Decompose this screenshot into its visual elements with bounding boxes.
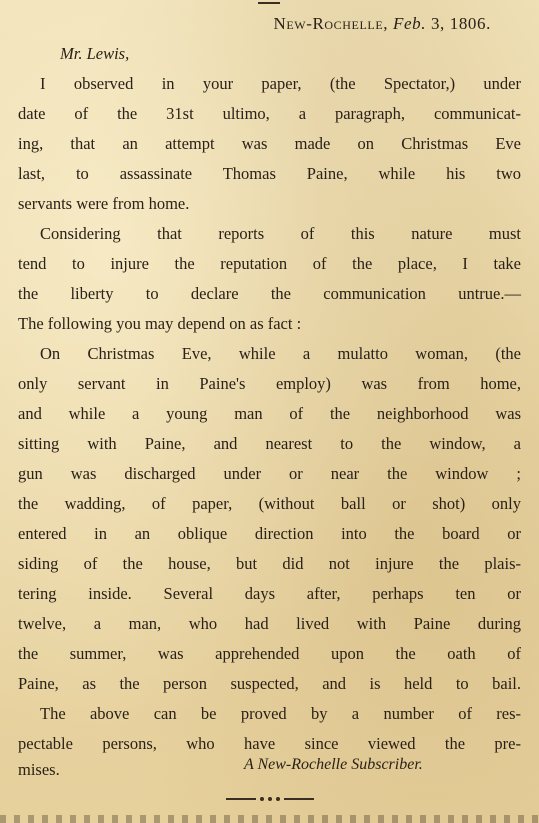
text-line-10: On Christmas Eve, while a mulatto woman, (the (40, 344, 521, 363)
text-line-9: The following you may depend on as fact : (18, 314, 302, 333)
signature: A New-Rochelle Subscriber. (244, 756, 423, 773)
text-line-19: twelve, a man, who had lived with Paine during (18, 614, 521, 633)
text-line-16: entered in an oblique direction into the board or (18, 524, 521, 543)
text-line-6: Considering that reports of this nature must (40, 224, 521, 243)
text-line-7: tend to injure the reputation of the place, I take (18, 254, 521, 273)
text-line-13: sitting with Paine, and nearest to the window, a (18, 434, 521, 453)
text-line-24: mises. (18, 760, 60, 779)
text-line-15: the wadding, of paper, (without ball or shot) only (18, 494, 521, 513)
text-line-3: ing, that an attempt was made on Christmas Eve (18, 134, 521, 153)
text-line-14: gun was discharged under or near the window ; (18, 464, 521, 483)
text-line-8: the liberty to declare the communication untrue.— (18, 284, 521, 303)
cut-off-next-article (0, 815, 539, 823)
ornament-dot-3 (276, 797, 280, 801)
text-line-4: last, to assassinate Thomas Paine, while his two (18, 164, 521, 183)
text-line-5: servants were from home. (18, 194, 190, 213)
text-line-17: siding of the house, but did not injure the plais- (18, 554, 521, 573)
closing-ornament (226, 797, 314, 801)
text-line-12: and while a young man of the neighborhood was (18, 404, 521, 423)
dateline-month: Feb. (392, 14, 427, 33)
dateline-date: 3, 1806. (430, 14, 491, 33)
salutation: Mr. Lewis, (60, 44, 130, 63)
ornament-dot-2 (268, 797, 272, 801)
dateline (273, 14, 491, 34)
ornament-dot-1 (260, 797, 264, 801)
text-line-22: The above can be proved by a number of res- (40, 704, 521, 723)
ornament-bar-left (226, 798, 256, 800)
ornament-bar-right (284, 798, 314, 800)
text-line-21: Paine, as the person suspected, and is held to bail. (18, 674, 521, 693)
top-rule (258, 2, 280, 4)
text-line-23: pectable persons, who have since viewed the pre- (18, 734, 521, 753)
text-line-20: the summer, was apprehended upon the oath of (18, 644, 521, 663)
text-line-2: date of the 31st ultimo, a paragraph, communicat- (18, 104, 521, 123)
text-line-11: only servant in Paine's employ) was from home, (18, 374, 521, 393)
dateline-place: New-Rochelle, (273, 14, 389, 33)
text-line-18: tering inside. Several days after, perhaps ten or (18, 584, 521, 603)
text-line-1: I observed in your paper, (the Spectator,) under (40, 74, 521, 93)
